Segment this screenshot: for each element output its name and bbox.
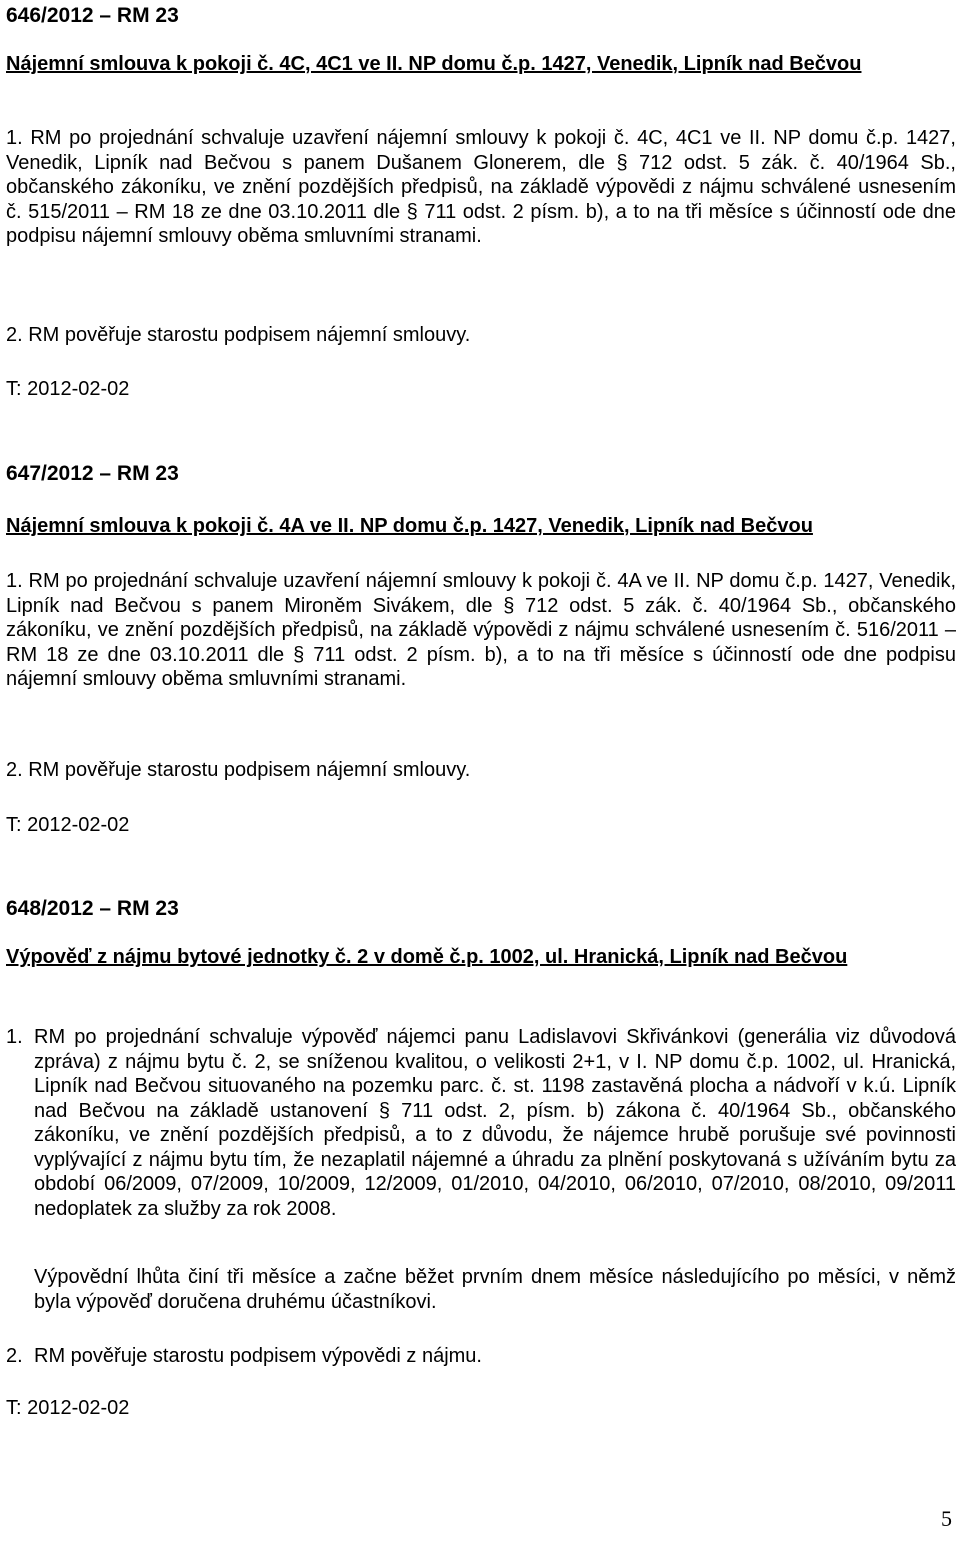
resolution-item-2: 2. RM pověřuje starostu podpisem nájemní smlouvy. [6,759,471,781]
resolution-subject: Nájemní smlouva k pokoji č. 4A ve II. NP domu č.p. 1427, Venedik, Lipník nad Bečvou [6,515,813,537]
resolution-heading: 647/2012 – RM 23 [6,462,179,485]
resolution-subject: Výpověď z nájmu bytové jednotky č. 2 v domě č.p. 1002, ul. Hranická, Lipník nad Bečvou [6,946,848,968]
resolution-deadline: T: 2012-02-02 [6,378,130,400]
resolution-deadline: T: 2012-02-02 [6,1397,130,1419]
page-number: 5 [941,1506,952,1531]
resolution-heading: 648/2012 – RM 23 [6,897,179,920]
resolution-item-2: 2. RM pověřuje starostu podpisem nájemní smlouvy. [6,324,471,346]
resolution-item-1: 1. RM po projednání schvaluje uzavření nájemní smlouvy k pokoji č. 4C, 4C1 ve II. NP domu č.p. 1427, Venedik, Lipník nad Bečvou s panem Dušanem Glonerem, dle § 712 odst. 5 zák. č. 40/1964 Sb., občanského zákoníku, ve znění pozdějších předpisů, na základě výpovědi z nájmu schválené usnesením č. 515/2011 – RM 18 ze dne 03.10.2011 dle § 711 odst. 2 písm. b), a to na tři měsíce s účinností ode dne podpisu nájemní smlouvy oběma smluvními stranami. [6,127,956,247]
resolution-heading: 646/2012 – RM 23 [6,4,179,27]
resolution-item-1: RM po projednání schvaluje výpověď nájemci panu Ladislavovi Skřivánkovi (generália viz důvodová zpráva) z nájmu bytu č. 2, se sníženou kvalitou, o velikosti 2+1, v I. NP domu č.p. 1002, ul. Hranická, Lipník nad Bečvou situovaného na pozemku parc. č. st. 1198 zastavěná plocha a nádvoří v k.ú. Lipník nad Bečvou na základě ustanovení § 711 odst. 2, písm. b) zákona č. 40/1964 Sb., občanského zákoníku, ve znění pozdějších předpisů, a to z důvodu, že nájemce hrubě porušuje své povinnosti vyplývající z nájmu bytu tím, že nezaplatil nájemné a úhradu za plnění poskytovaná s užíváním bytu za období 06/2009, 07/2009, 10/2009, 12/2009, 01/2010, 04/2010, 06/2010, 07/2010, 08/2010, 09/2011 nedoplatek za služby za rok 2008. [34,1026,956,1220]
resolution-item-1-notice: Výpovědní lhůta činí tři měsíce a začne běžet prvním dnem měsíce následujícího po měsíci, v němž byla výpověď doručena druhému účastníkovi. [34,1266,956,1313]
resolution-deadline: T: 2012-02-02 [6,814,130,836]
resolution-item-2: RM pověřuje starostu podpisem výpovědi z nájmu. [34,1345,482,1367]
resolution-subject: Nájemní smlouva k pokoji č. 4C, 4C1 ve II. NP domu č.p. 1427, Venedik, Lipník nad Bečvou [6,53,862,75]
resolution-item-1: 1. RM po projednání schvaluje uzavření nájemní smlouvy k pokoji č. 4A ve II. NP domu č.p. 1427, Venedik, Lipník nad Bečvou s panem Mironěm Sivákem, dle § 712 odst. 5 zák. č. 40/1964 Sb., občanského zákoníku, ve znění pozdějších předpisů, na základě výpovědi z nájmu schválené usnesením č. 516/2011 – RM 18 ze dne 03.10.2011 dle § 711 odst. 2 písm. b), a to na tři měsíce s účinností ode dne podpisu nájemní smlouvy oběma smluvními stranami. [6,570,956,690]
resolution-item-number: 2. [6,1345,23,1367]
resolution-item-number: 1. [6,1026,23,1048]
